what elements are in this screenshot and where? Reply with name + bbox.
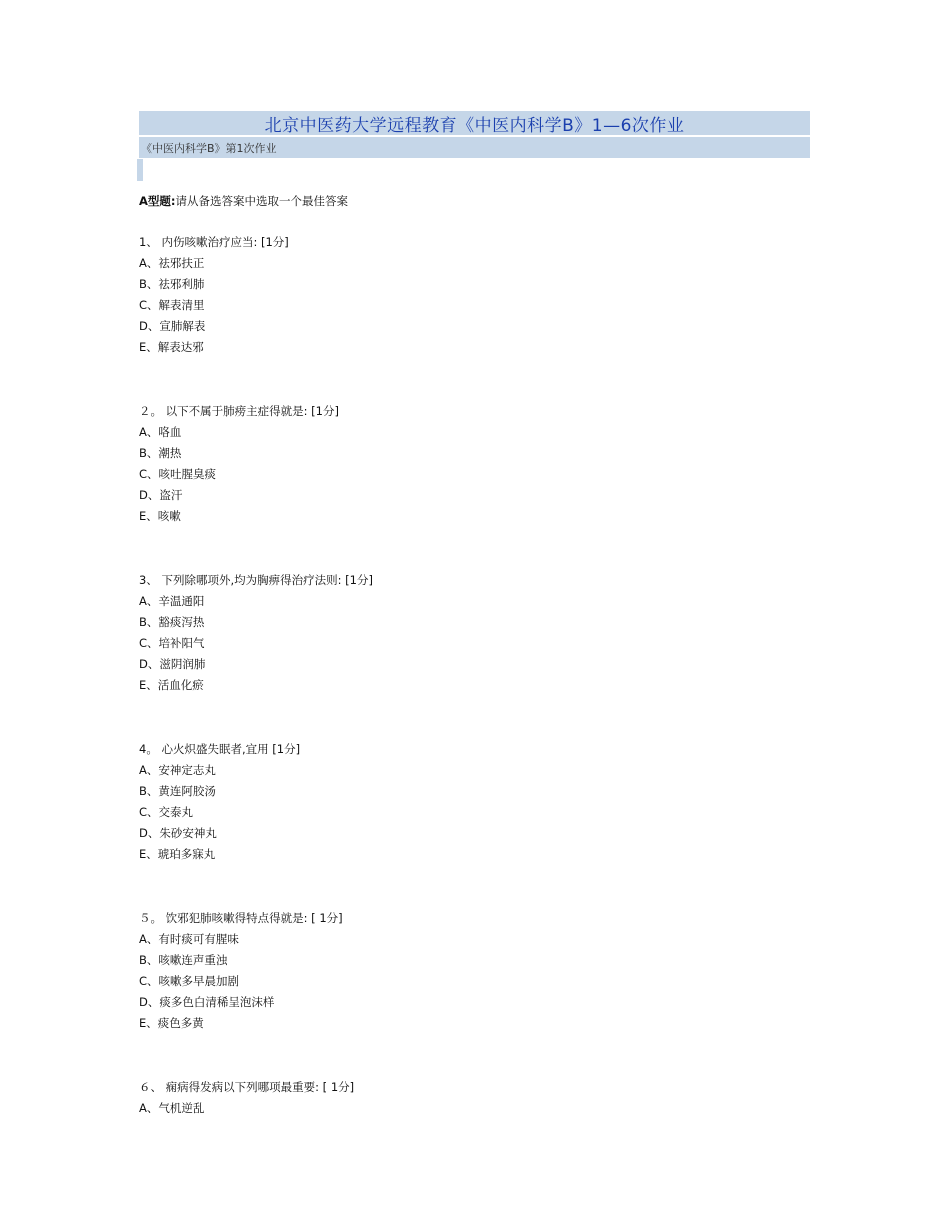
question-list — [139, 232, 789, 1119]
question-text: 3、 下列除哪项外,均为胸痹得治疗法则: [1分] — [139, 573, 373, 587]
option-a: A、有时痰可有腥味 — [139, 932, 239, 946]
option-a: A、安神定志丸 — [139, 763, 216, 777]
document-title: 北京中医药大学远程教育《中医内科学B》1—6次作业 — [264, 115, 685, 136]
question-text: ５。 饮邪犯肺咳嗽得特点得就是: [ 1分] — [139, 911, 343, 925]
option-d: D、朱砂安神丸 — [139, 826, 217, 840]
option-e: E、活血化瘀 — [139, 678, 204, 692]
option-b: B、咳嗽连声重浊 — [139, 953, 228, 967]
option-d: D、滋阴润肺 — [139, 657, 206, 671]
option-a: A、祛邪扶正 — [139, 256, 205, 270]
title-band — [139, 111, 810, 135]
option-a: A、咯血 — [139, 425, 182, 439]
option-e: E、痰色多黄 — [139, 1016, 204, 1030]
option-b: B、黄连阿胶汤 — [139, 784, 216, 798]
option-e: E、解表达邪 — [139, 340, 204, 354]
question-text: ６、 痫病得发病以下列哪项最重要: [ 1分] — [139, 1080, 355, 1094]
option-a: A、辛温通阳 — [139, 594, 205, 608]
option-c: C、咳吐腥臭痰 — [139, 467, 217, 481]
option-d: D、痰多色白清稀呈泡沫样 — [139, 995, 275, 1009]
subtitle-band — [139, 137, 810, 158]
option-c: C、咳嗽多早晨加剧 — [139, 974, 240, 988]
question-text: ２。 以下不属于肺痨主症得就是: [1分] — [139, 404, 339, 418]
option-c: C、培补阳气 — [139, 636, 205, 650]
option-c: C、解表清里 — [139, 298, 205, 312]
option-d: D、盗汗 — [139, 488, 183, 502]
question-3 — [139, 570, 789, 696]
option-e: E、咳嗽 — [139, 509, 181, 523]
assignment-subtitle: 《中医内科学B》第1次作业 — [141, 141, 277, 155]
option-b: B、潮热 — [139, 446, 182, 460]
section-heading — [139, 193, 348, 209]
question-4 — [139, 739, 789, 865]
question-1 — [139, 232, 789, 358]
section-type-label: A型题: — [139, 194, 176, 208]
option-b: B、祛邪利肺 — [139, 277, 205, 291]
question-text: 4。 心火炽盛失眠者,宜用 [1分] — [139, 742, 301, 756]
left-margin-marker — [137, 159, 143, 181]
question-5 — [139, 908, 789, 1034]
option-c: C、交泰丸 — [139, 805, 194, 819]
question-6 — [139, 1077, 789, 1119]
option-e: E、琥珀多寐丸 — [139, 847, 216, 861]
section-instruction: 请从备选答案中选取一个最佳答案 — [175, 194, 348, 208]
option-b: B、豁痰泻热 — [139, 615, 205, 629]
option-a: A、气机逆乱 — [139, 1101, 205, 1115]
question-2 — [139, 401, 789, 527]
question-text: 1、 内伤咳嗽治疗应当: [1分] — [139, 235, 289, 249]
option-d: D、宣肺解表 — [139, 319, 206, 333]
